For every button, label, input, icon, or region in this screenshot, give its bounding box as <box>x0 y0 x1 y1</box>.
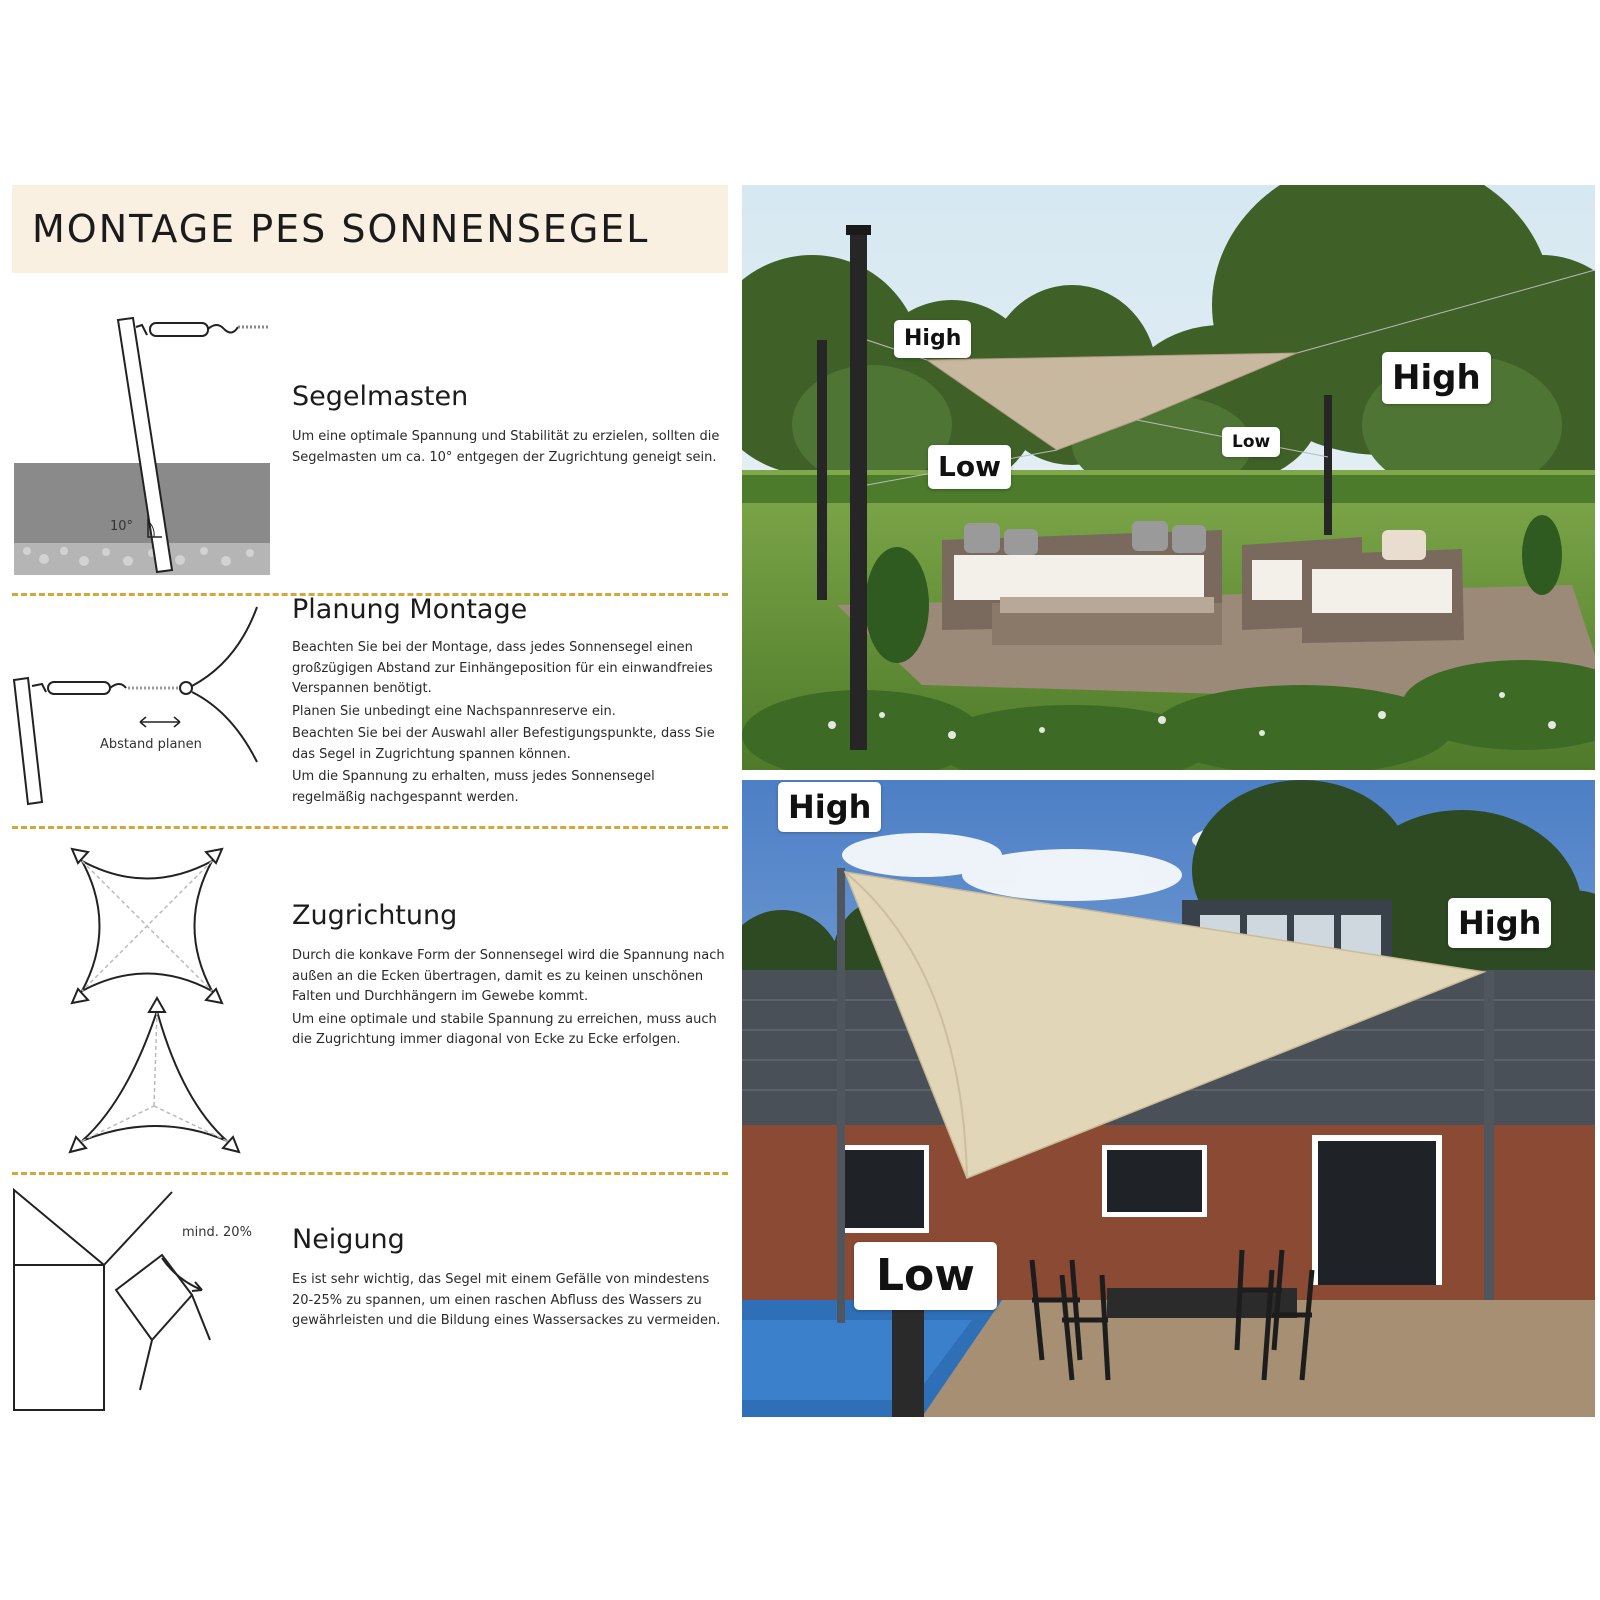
paragraph: Um eine optimale Spannung und Stabilität zu erzielen, sollten die Segelmasten um ca. 10° entgegen der Zugrichtung geneigt sein. <box>292 429 720 465</box>
paragraph: Durch die konkave Form der Sonnensegel wird die Spannung nach außen an die Ecken übertragen, damit es zu keinen unschönen Falten und Durchhängern im Gewebe kommt. <box>292 948 725 1004</box>
gravel-layer <box>14 543 270 575</box>
paragraph: Um die Spannung zu erhalten, muss jedes Sonnensegel regelmäßig nachgespannt werden. <box>292 769 655 805</box>
height-label-high: High <box>894 320 971 358</box>
mast-pole <box>14 678 42 804</box>
section-heading: Neigung <box>292 1224 405 1255</box>
section-text <box>292 946 732 1051</box>
angle-label: 10° <box>110 519 134 534</box>
section-text <box>292 427 732 468</box>
section-text <box>292 638 732 808</box>
section-neigung <box>12 1180 728 1440</box>
turnbuckle <box>48 682 110 694</box>
height-label-low: Low <box>928 445 1011 489</box>
page-title: MONTAGE PES SONNENSEGEL <box>32 207 650 251</box>
section-heading: Segelmasten <box>292 381 469 412</box>
mast-pole <box>850 230 867 750</box>
distance-label: Abstand planen <box>100 737 202 752</box>
sail-edge <box>192 607 257 686</box>
section-zugrichtung <box>12 836 728 1158</box>
wall-shape <box>14 1190 104 1410</box>
section-heading: Zugrichtung <box>292 900 458 931</box>
height-label-high: High <box>1382 352 1491 404</box>
double-arrow-icon <box>140 717 180 727</box>
slope-label: mind. 20% <box>182 1225 252 1240</box>
mast-pole <box>837 868 845 1323</box>
garden-scene <box>742 185 1595 770</box>
patio-scene <box>742 780 1595 1417</box>
tension-direction-diagram <box>12 836 272 1158</box>
height-label-low: Low <box>854 1242 997 1310</box>
paragraph: Es ist sehr wichtig, das Segel mit einem Gefälle von mindestens 20-25% zu spannen, um einen raschen Abfluss des Wassers zu gewährleisten und die Bildung eines Wassersackes zu vermeiden. <box>292 1272 721 1328</box>
garden-lounge-photo <box>742 185 1595 770</box>
height-label-high: High <box>778 782 881 832</box>
height-label-high: High <box>1448 898 1551 948</box>
section-divider <box>12 1172 728 1175</box>
title-banner <box>12 185 728 273</box>
mast-tilt-diagram <box>12 315 272 580</box>
square-sail-shape <box>72 849 222 1003</box>
spacing-diagram <box>12 602 272 812</box>
section-text <box>292 1270 732 1332</box>
slope-diagram <box>12 1180 272 1440</box>
turnbuckle <box>150 323 208 336</box>
height-label-low: Low <box>1222 427 1280 457</box>
paragraph: Planen Sie unbedingt eine Nachspannreserve ein. <box>292 703 616 719</box>
section-divider <box>12 826 728 829</box>
paragraph: Beachten Sie bei der Auswahl aller Befestigungspunkte, dass Sie das Segel in Zugrichtung spannen können. <box>292 726 715 762</box>
section-heading: Planung Montage <box>292 594 528 625</box>
paragraph: Um eine optimale und stabile Spannung zu erreichen, muss auch die Zugrichtung immer diagonal von Ecke zu Ecke erfolgen. <box>292 1011 717 1047</box>
section-planung-montage <box>12 594 728 812</box>
section-segelmasten <box>12 315 728 580</box>
paragraph: Beachten Sie bei der Montage, dass jedes Sonnensegel einen großzügigen Abstand zur Einhängeposition für ein einwandfreies Verspannen benötigt. <box>292 640 713 696</box>
triangle-sail-shape <box>70 998 239 1152</box>
sail-panel <box>116 1255 192 1340</box>
patio-photo <box>742 780 1595 1417</box>
